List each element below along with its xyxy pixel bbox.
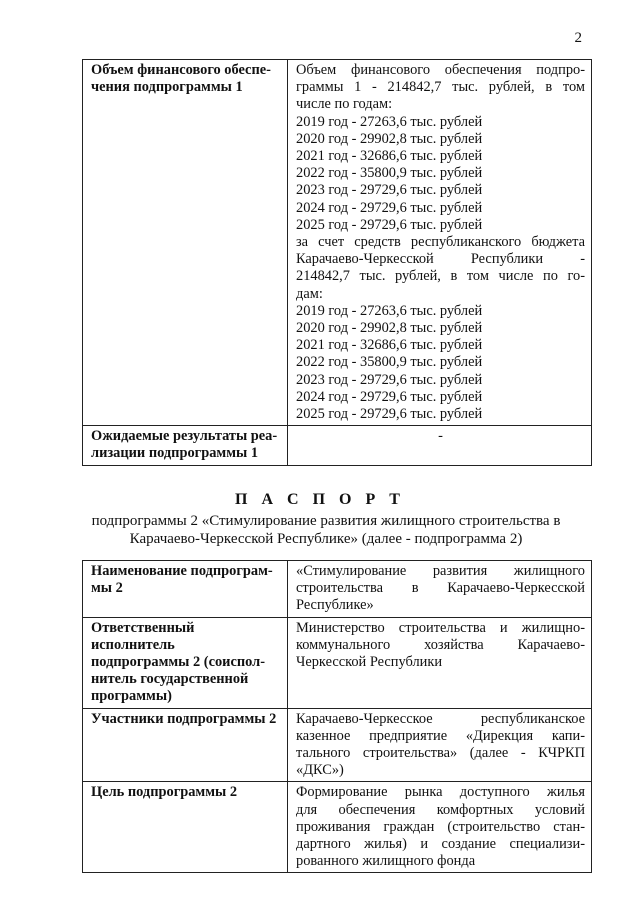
value-line: за счет средств республиканского бюджета [296,234,585,251]
value-line: дам: [296,285,323,302]
value-line: 2023 год - 29729,6 тыс. рублей [296,182,483,199]
passport-subtitle [86,512,566,548]
label-line: мы 2 [91,580,123,597]
value-line: 2021 год - 32686,6 тыс. рублей [296,337,483,354]
label-line: Ожидаемые результаты реа- [91,428,278,445]
value-line: Карачаево-Черкесской Республики - [296,251,585,268]
value-line: Черкесской Республики [296,654,443,671]
row-value [288,426,592,465]
value-line: 2020 год - 29902,8 тыс. рублей [296,130,483,147]
table-row [83,60,592,426]
value-line: числе по годам: [296,96,393,113]
row-label [83,782,288,873]
label-line: программы) [91,688,172,705]
label-line: Наименование подпрограм- [91,563,273,579]
passport-title: П А С П О Р Т [235,491,405,508]
value-line: Республике» [296,597,374,614]
row-label [83,708,288,782]
value-line: строительства в Карачаево-Черкесской [296,580,585,597]
row-value [288,782,592,873]
row-label [83,561,288,618]
subtitle-line: Карачаево-Черкесской Республике» (далее - подпрограмма 2) [129,531,523,547]
value-line: 2019 год - 27263,6 тыс. рублей [296,302,483,319]
label-line: нитель государственной [91,671,249,688]
table-row [83,617,592,708]
value-line: для обеспечения комфортных условий [296,801,585,818]
row-label [83,426,288,465]
subtitle-line: подпрограммы 2 «Стимулирование развития жилищного строительства в [91,513,561,529]
value-line: 2024 год - 29729,6 тыс. рублей [296,388,483,405]
value-line: 214842,7 тыс. рублей, в том числе по го- [296,268,585,285]
value-line: Министерство строительства и жилищно- [296,619,585,636]
value-line: - [438,428,443,445]
passport-table [82,560,592,873]
row-label [83,617,288,708]
value-line: 2022 год - 35800,9 тыс. рублей [296,354,483,371]
value-line: 2019 год - 27263,6 тыс. рублей [296,113,483,130]
label-line: Цель подпрограммы 2 [91,784,238,801]
table-row [83,708,592,782]
value-line: Карачаево-Черкесское республиканское [296,710,585,727]
value-line: коммунального хозяйства Карачаево- [296,636,585,653]
page-number: 2 [574,30,582,46]
value-line: 2020 год - 29902,8 тыс. рублей [296,320,483,337]
label-line: подпрограммы 2 (соиспол- [91,654,266,671]
label-line: Участники подпрограммы 2 [91,710,277,727]
value-line: Объем финансового обеспечения подпро- [296,62,585,78]
label-line: чения подпрограммы 1 [91,79,243,96]
row-value [288,561,592,618]
table-row [83,561,592,618]
value-line: казенное предприятие «Дирекция капи- [296,727,585,744]
value-line: «Стимулирование развития жилищного [296,563,585,579]
table-row [83,782,592,873]
value-line: 2022 год - 35800,9 тыс. рублей [296,165,483,182]
value-line: 2025 год - 29729,6 тыс. рублей [296,406,483,423]
value-line: 2021 год - 32686,6 тыс. рублей [296,148,483,165]
label-line: Ответственный исполнитель [91,619,195,653]
value-line: Формирование рынка доступного жилья [296,784,585,801]
value-line: тального строительства» (далее - КЧРКП [296,745,585,762]
label-line: лизации подпрограммы 1 [91,445,259,462]
value-line: 2025 год - 29729,6 тыс. рублей [296,216,483,233]
row-value [288,617,592,708]
value-line: рованного жилищного фонда [296,853,476,870]
row-value [288,708,592,782]
value-line: 2024 год - 29729,6 тыс. рублей [296,199,483,216]
table-row [83,426,592,465]
value-line: «ДКС») [296,762,344,779]
value-line: граммы 1 - 214842,7 тыс. рублей, в том [296,79,585,96]
row-value [288,60,592,426]
value-line: проживания граждан (строительство стан- [296,818,585,835]
label-line: Объем финансового обеспе- [91,62,271,78]
row-label [83,60,288,426]
value-line: 2023 год - 29729,6 тыс. рублей [296,371,483,388]
value-line: дартного жилья) и создание специализи- [296,836,585,853]
financing-table [82,59,592,466]
